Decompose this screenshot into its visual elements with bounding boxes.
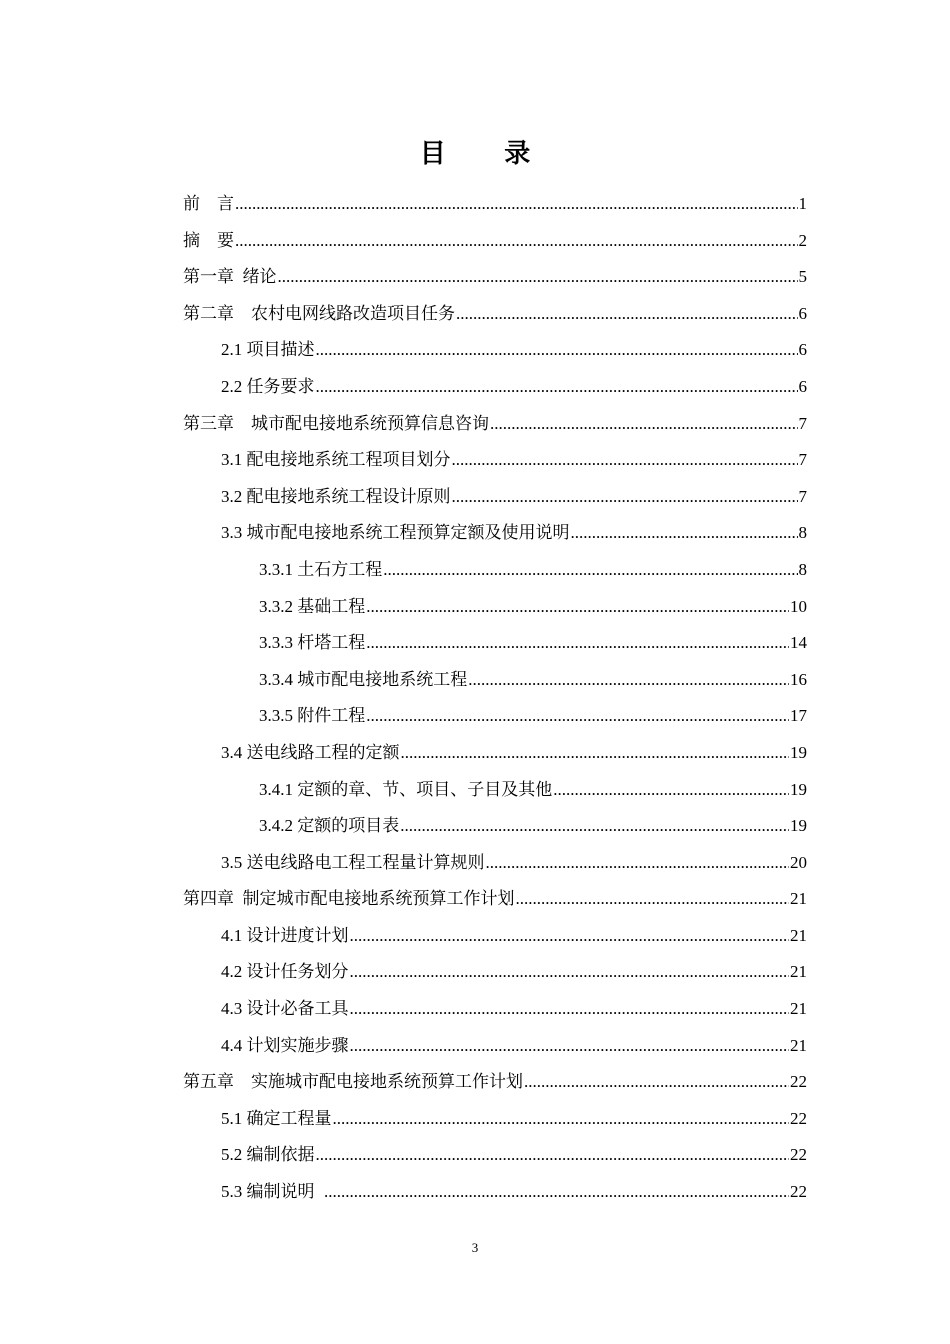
toc-entry[interactable]: [183, 589, 807, 626]
toc-entry-label: 3.4 送电线路工程的定额: [221, 742, 400, 762]
toc-leader-dots: [401, 735, 790, 772]
toc-leader-dots: [366, 698, 789, 735]
toc-leader-dots: [316, 369, 798, 406]
toc-leader-dots: [366, 625, 789, 662]
toc-entry[interactable]: [183, 552, 807, 589]
toc-leader-dots: [468, 662, 789, 699]
toc-entry-label: 3.3.3 杆塔工程: [259, 633, 366, 653]
toc-entry-page: 19: [790, 779, 807, 799]
toc-entry[interactable]: [183, 442, 807, 479]
toc-entry[interactable]: [183, 918, 807, 955]
toc-entry[interactable]: [183, 1174, 807, 1211]
toc-entry-page: 8: [798, 559, 807, 579]
toc-leader-dots: [452, 479, 798, 516]
toc-entry-page: 8: [798, 523, 807, 543]
toc-leader-dots: [486, 845, 790, 882]
toc-leader-dots: [571, 515, 798, 552]
toc-entry[interactable]: [183, 332, 807, 369]
toc-entry[interactable]: [183, 662, 807, 699]
toc-entry-page: 7: [798, 413, 807, 433]
toc-entry-page: 21: [790, 1035, 807, 1055]
toc-entry-page: 22: [790, 1072, 807, 1092]
toc-entry-label: 5.1 确定工程量: [221, 1108, 332, 1128]
toc-entry[interactable]: [183, 515, 807, 552]
toc-entry-label: 第一章 绪论: [183, 267, 277, 287]
toc-entry-label: 第三章 城市配电接地系统预算信息咨询: [183, 413, 489, 433]
toc-entry-page: 14: [790, 633, 807, 653]
toc-entry-label: 3.3.5 附件工程: [259, 706, 366, 726]
toc-leader-dots: [235, 223, 798, 260]
toc-leader-dots: [350, 991, 790, 1028]
toc-leader-dots: [350, 954, 790, 991]
toc-entry-page: 21: [790, 889, 807, 909]
toc-entry[interactable]: [183, 296, 807, 333]
toc-leader-dots: [350, 1028, 790, 1065]
toc-entry[interactable]: [183, 186, 807, 223]
toc-leader-dots: [383, 552, 797, 589]
toc-entry[interactable]: [183, 698, 807, 735]
toc-entry-label: 第五章 实施城市配电接地系统预算工作计划: [183, 1072, 523, 1092]
toc-leader-dots: [516, 881, 790, 918]
toc-entry-page: 1: [798, 194, 807, 213]
toc-entry[interactable]: [183, 991, 807, 1028]
toc-entry[interactable]: [183, 369, 807, 406]
toc-leader-dots: [324, 1174, 789, 1211]
toc-entry-label: 3.3.2 基础工程: [259, 596, 366, 616]
toc-entry[interactable]: [183, 735, 807, 772]
toc-leader-dots: [452, 442, 798, 479]
toc-entry[interactable]: [183, 479, 807, 516]
toc-entry-label: 4.1 设计进度计划: [221, 925, 349, 945]
toc-entry-page: 2: [798, 230, 807, 250]
toc-entry-page: 17: [790, 706, 807, 726]
toc-entry[interactable]: [183, 1028, 807, 1065]
toc-leader-dots: [490, 406, 798, 443]
toc-entry-page: 6: [798, 376, 807, 396]
toc-entry[interactable]: [183, 1101, 807, 1138]
toc-leader-dots: [524, 1064, 789, 1101]
toc-leader-dots: [456, 296, 798, 333]
toc-entry-label: 3.4.2 定额的项目表: [259, 816, 400, 836]
toc-entry-page: 19: [790, 742, 807, 762]
toc-entry-label: 3.4.1 定额的章、节、项目、子目及其他: [259, 779, 553, 799]
toc-entry-label: 3.3 城市配电接地系统工程预算定额及使用说明: [221, 523, 570, 543]
toc-leader-dots: [553, 772, 789, 809]
toc-leader-dots: [400, 808, 789, 845]
toc-entry-page: 21: [790, 925, 807, 945]
toc-entry-page: 22: [790, 1182, 807, 1202]
toc-leader-dots: [278, 259, 798, 296]
page-number: 3: [471, 1240, 479, 1255]
toc-entry-page: 22: [790, 1145, 807, 1165]
toc-entry[interactable]: [183, 625, 807, 662]
toc-entry-label: 第四章 制定城市配电接地系统预算工作计划: [183, 889, 515, 909]
toc-entry-label: 4.4 计划实施步骤: [221, 1035, 349, 1055]
toc-entry-page: 6: [798, 303, 807, 323]
toc-entry[interactable]: [183, 772, 807, 809]
toc-entry[interactable]: [183, 808, 807, 845]
toc-leader-dots: [316, 1137, 790, 1174]
toc-entry-label: 5.2 编制依据: [221, 1145, 315, 1165]
toc-entry-label: 5.3 编制说明: [221, 1182, 323, 1202]
toc-entry-label: 4.3 设计必备工具: [221, 999, 349, 1019]
toc-leader-dots: [333, 1101, 790, 1138]
toc-entry-page: 19: [790, 816, 807, 836]
toc-entry-label: 4.2 设计任务划分: [221, 962, 349, 982]
toc-entry-label: 2.2 任务要求: [221, 376, 315, 396]
toc-entry[interactable]: [183, 845, 807, 882]
toc-entry-label: 第二章 农村电网线路改造项目任务: [183, 303, 455, 323]
toc-entry-label: 前 言: [183, 194, 234, 213]
toc-entry[interactable]: [183, 954, 807, 991]
toc-entry-page: 21: [790, 962, 807, 982]
toc-leader-dots: [350, 918, 790, 955]
toc-entry[interactable]: [183, 881, 807, 918]
toc-entry-page: 16: [790, 669, 807, 689]
toc-entry-label: 3.3.1 土石方工程: [259, 559, 383, 579]
toc-entry-page: 7: [798, 486, 807, 506]
toc-leader-dots: [235, 186, 798, 223]
toc-entry-page: 10: [790, 596, 807, 616]
toc-entry-page: 21: [790, 999, 807, 1019]
toc-entry-label: 3.2 配电接地系统工程设计原则: [221, 486, 451, 506]
toc-entry-page: 20: [790, 852, 807, 872]
toc-entry[interactable]: [183, 223, 807, 260]
toc-entry[interactable]: [183, 1064, 807, 1101]
toc-entry-page: 22: [790, 1108, 807, 1128]
toc-entry-page: 6: [798, 340, 807, 360]
page-title: 目 录: [419, 139, 557, 168]
toc-leader-dots: [316, 332, 798, 369]
toc-entry[interactable]: [183, 1137, 807, 1174]
toc-entry[interactable]: [183, 259, 807, 296]
toc-entry-label: 3.5 送电线路电工程工程量计算规则: [221, 852, 485, 872]
toc-entry-label: 3.3.4 城市配电接地系统工程: [259, 669, 468, 689]
toc-entry-label: 摘 要: [183, 230, 234, 250]
toc-entry-label: 2.1 项目描述: [221, 340, 315, 360]
toc-entry-page: 5: [798, 267, 807, 287]
toc-entry[interactable]: [183, 406, 807, 443]
toc-leader-dots: [366, 589, 789, 626]
toc-entry-label: 3.1 配电接地系统工程项目划分: [221, 450, 451, 470]
toc-entry-page: 7: [798, 450, 807, 470]
table-of-contents: [183, 186, 807, 1211]
